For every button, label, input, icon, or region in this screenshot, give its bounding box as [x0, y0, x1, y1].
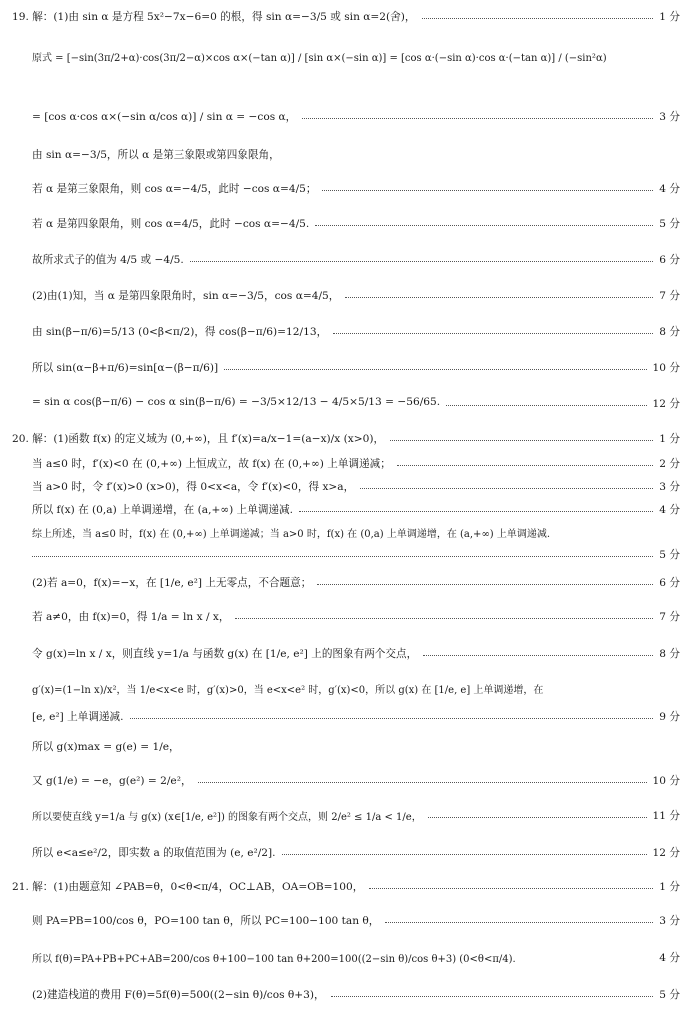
solution-line [0, 428, 692, 450]
line-text: (2)建造栈道的费用 F(θ)=5f(θ)=500((2−sin θ)/cos θ+3)， [32, 989, 325, 1001]
score-label: 5 分 [659, 218, 680, 230]
score-label: 5 分 [659, 989, 680, 1001]
line-text: (2)若 a=0，f(x)=−x，在 [1/e, e²] 上无零点，不合题意； [32, 577, 312, 589]
line-text: 所以 f(θ)=PA+PB+PC+AB=200/cos θ+100−100 tan θ+200=100((2−sin θ)/cos θ+3) (0<θ<π/4). [32, 954, 516, 965]
solution-line [0, 393, 692, 415]
line-text: 若 α 是第四象限角，则 cos α=4/5，此时 −cos α=−4/5. [32, 218, 310, 230]
score-label: 8 分 [659, 326, 680, 338]
line-text: = [cos α·cos α×(−sin α/cos α)] / sin α = −cos α， [32, 111, 297, 123]
score-label: 3 分 [659, 111, 680, 123]
score-label: 10 分 [652, 775, 680, 787]
score-label: 6 分 [659, 577, 680, 589]
solution-line [0, 476, 692, 498]
score-label: 3 分 [659, 481, 680, 493]
solution-line [0, 572, 692, 594]
solution-line [0, 522, 692, 544]
score-label: 1 分 [659, 881, 680, 893]
line-text: g′(x)=(1−ln x)/x²，当 1/e<x<e 时，g′(x)>0，当 e<x<e² 时，g′(x)<0，所以 g(x) 在 [1/e, e] 上单调递增，在 [32, 685, 544, 696]
solution-line [0, 706, 692, 728]
score-label: 7 分 [659, 611, 680, 623]
line-text: = sin α cos(β−π/6) − cos α sin(β−π/6) = −3/5×12/13 − 4/5×5/13 = −56/65. [32, 396, 441, 408]
score-label: 11 分 [652, 810, 680, 822]
line-text: 则 PA=PB=100/cos θ，PO=100 tan θ，所以 PC=100−100 tan θ， [32, 915, 380, 927]
solution-line [0, 805, 692, 827]
line-text: 由 sin(β−π/6)=5/13 (0<β<π/2)，得 cos(β−π/6)=12/13， [32, 326, 328, 338]
solution-line [0, 947, 692, 969]
line-text: 所以 e<a≤e²/2，即实数 a 的取值范围为 (e, e²/2]. [32, 847, 276, 859]
solution-line [0, 178, 692, 200]
line-text: [e, e²] 上单调递减. [32, 711, 124, 723]
line-text: 所以 sin(α−β+π/6)=sin[α−(β−π/6)] [32, 362, 219, 374]
score-label: 1 分 [659, 11, 680, 23]
line-text: 所以 g(x)max = g(e) = 1/e， [32, 741, 180, 753]
score-label: 12 分 [652, 847, 680, 859]
score-label: 10 分 [652, 362, 680, 374]
score-label: 3 分 [659, 915, 680, 927]
solution-line [0, 910, 692, 932]
line-text: 由 sin α=−3/5，所以 α 是第三象限或第四象限角， [32, 149, 280, 161]
score-label: 9 分 [659, 711, 680, 723]
solution-line [0, 544, 692, 566]
line-text: 综上所述，当 a≤0 时，f(x) 在 (0,+∞) 上单调递减；当 a>0 时，f(x) 在 (0,a) 上单调递增，在 (a,+∞) 上单调递减. [32, 529, 551, 540]
line-text: 所以要使直线 y=1/a 与 g(x) (x∈[1/e, e²]) 的图象有两个交点，则 2/e² ≤ 1/a < 1/e， [32, 812, 422, 823]
line-text: 原式 = [−sin(3π/2+α)·cos(3π/2−α)×cos α×(−tan α)] / [sin α×(−sin α)] = [cos α·(−sin α)·cos α·(−tan α)] / (−sin²α) [32, 53, 607, 64]
solution-line [0, 46, 692, 68]
solution-line [0, 643, 692, 665]
solution-line [0, 678, 692, 700]
score-label: 2 分 [659, 458, 680, 470]
line-text: (2)由(1)知，当 α 是第四象限角时，sin α=−3/5，cos α=4/5， [32, 290, 340, 302]
solution-line [0, 213, 692, 235]
line-text: 若 α 是第三象限角，则 cos α=−4/5，此时 −cos α=4/5； [32, 183, 317, 195]
line-text: 当 a≤0 时，f′(x)<0 在 (0,+∞) 上恒成立，故 f(x) 在 (0,+∞) 上单调递减； [32, 458, 391, 470]
solution-line [0, 606, 692, 628]
line-text: 20. 解：(1)函数 f(x) 的定义域为 (0,+∞)，且 f′(x)=a/x−1=(a−x)/x (x>0)， [12, 433, 385, 445]
line-text: 21. 解：(1)由题意知 ∠PAB=θ，0<θ<π/4，OC⊥AB，OA=OB=100， [12, 881, 364, 893]
line-text: 又 g(1/e) = −e，g(e²) = 2/e²， [32, 775, 192, 787]
solution-line [0, 876, 692, 898]
line-text: 当 a>0 时，令 f′(x)>0 (x>0)，得 0<x<a，令 f′(x)<0，得 x>a， [32, 481, 355, 493]
solution-line [0, 285, 692, 307]
solution-line [0, 842, 692, 864]
solution-line [0, 6, 692, 28]
solution-line [0, 984, 692, 1006]
line-text: 19. 解：(1)由 sin α 是方程 5x²−7x−6=0 的根，得 sin α=−3/5 或 sin α=2(舍)， [12, 11, 416, 23]
solution-line [0, 453, 692, 475]
score-label: 7 分 [659, 290, 680, 302]
score-label: 12 分 [652, 398, 680, 410]
solution-line [0, 321, 692, 343]
line-text: 若 a≠0，由 f(x)=0，得 1/a = ln x / x， [32, 611, 230, 623]
solution-line [0, 770, 692, 792]
score-label: 4 分 [659, 504, 680, 516]
solution-line [0, 357, 692, 379]
score-label: 5 分 [659, 549, 680, 561]
score-label: 6 分 [659, 254, 680, 266]
score-label: 4 分 [659, 183, 680, 195]
line-text: 所以 f(x) 在 (0,a) 上单调递增，在 (a,+∞) 上单调递减. [32, 504, 293, 516]
solution-line [0, 106, 692, 128]
line-text: 故所求式子的值为 4/5 或 −4/5. [32, 254, 184, 266]
score-label: 1 分 [659, 433, 680, 445]
score-label: 4 分 [659, 952, 680, 964]
solution-line [0, 736, 692, 758]
solution-line [0, 144, 692, 166]
line-text: 令 g(x)=ln x / x，则直线 y=1/a 与函数 g(x) 在 [1/e, e²] 上的图象有两个交点， [32, 648, 418, 660]
solution-line [0, 249, 692, 271]
solution-line [0, 499, 692, 521]
score-label: 8 分 [659, 648, 680, 660]
